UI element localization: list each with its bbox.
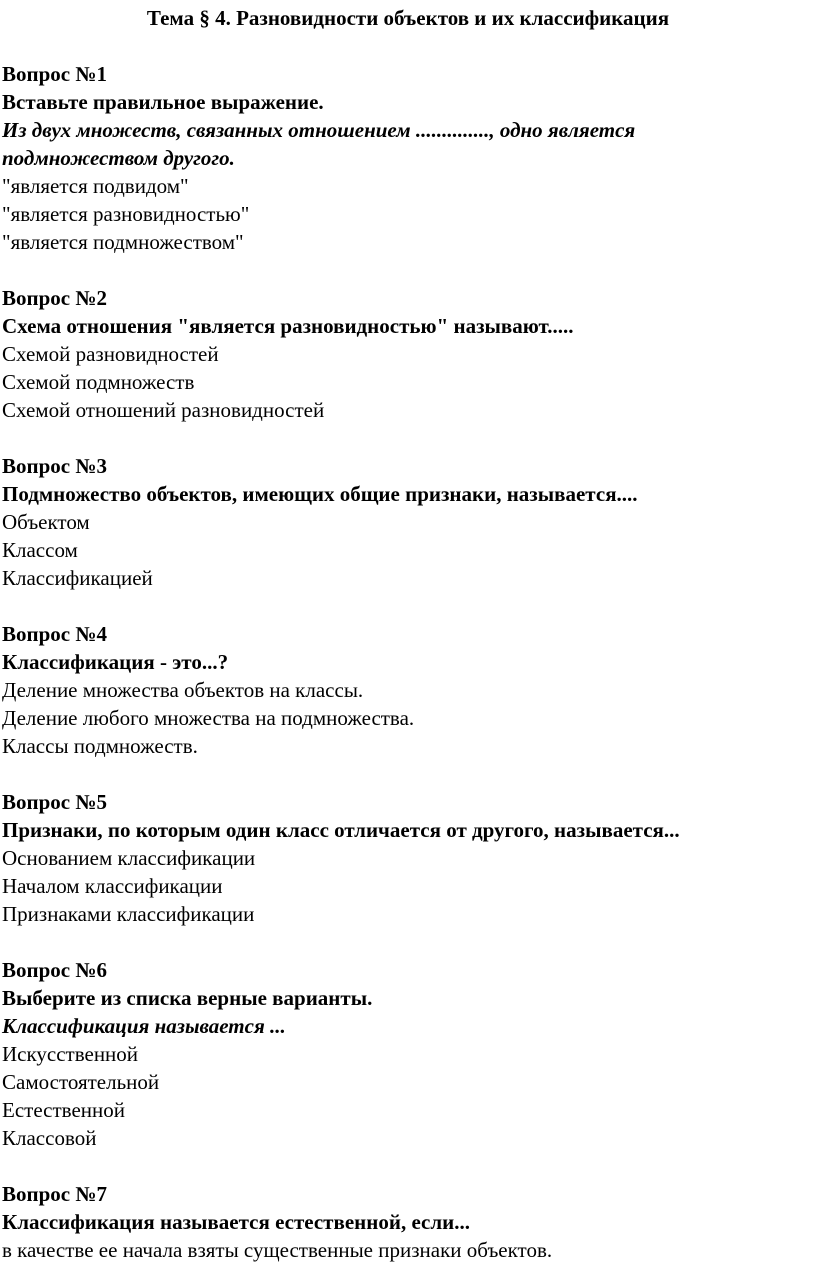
question-7-prompt: Классификация называется естественной, если... xyxy=(2,1210,470,1234)
question-4-option-1: Деление множества объектов на классы. xyxy=(2,678,364,702)
question-1-prompt: Вставьте правильное выражение. xyxy=(2,90,324,114)
question-6-heading: Вопрос №6 xyxy=(2,958,107,982)
question-3-prompt: Подмножество объектов, имеющих общие признаки, называется.... xyxy=(2,482,638,506)
question-2-heading: Вопрос №2 xyxy=(2,286,107,310)
question-5-prompt: Признаки, по которым один класс отличается от другого, называется... xyxy=(2,818,680,842)
question-2-option-2: Схемой подмножеств xyxy=(2,370,195,394)
question-3-option-1: Объектом xyxy=(2,510,90,534)
question-6-statement: Классификация называется ... xyxy=(2,1014,286,1038)
question-6-option-4: Классовой xyxy=(2,1126,97,1150)
question-2-option-1: Схемой разновидностей xyxy=(2,342,219,366)
question-2-option-3: Схемой отношений разновидностей xyxy=(2,398,325,422)
question-6-option-2: Самостоятельной xyxy=(2,1070,160,1094)
question-1-option-2: "является разновидностью" xyxy=(2,202,250,226)
question-4-prompt: Классификация - это...? xyxy=(2,650,229,674)
question-5-option-3: Признаками классификации xyxy=(2,902,255,926)
question-2-prompt: Схема отношения "является разновидностью" называют..... xyxy=(2,314,574,338)
question-5-option-1: Основанием классификации xyxy=(2,846,256,870)
question-3-option-2: Классом xyxy=(2,538,78,562)
question-1-statement-line-1: Из двух множеств, связанных отношением .............., одно является xyxy=(2,118,636,142)
question-6-option-1: Искусственной xyxy=(2,1042,139,1066)
question-1-statement-line-2: подмножеством другого. xyxy=(2,146,235,170)
question-6-prompt: Выберите из списка верные варианты. xyxy=(2,986,373,1010)
question-5-option-2: Началом классификации xyxy=(2,874,223,898)
question-4-option-3: Классы подмножеств. xyxy=(2,734,198,758)
page-title: Тема § 4. Разновидности объектов и их классификация xyxy=(146,6,670,30)
question-7-option-1: в качестве ее начала взяты существенные признаки объектов. xyxy=(2,1238,553,1262)
question-1-option-3: "является подмножеством" xyxy=(2,230,244,254)
question-3-heading: Вопрос №3 xyxy=(2,454,107,478)
question-7-heading: Вопрос №7 xyxy=(2,1182,107,1206)
question-1-heading: Вопрос №1 xyxy=(2,62,107,86)
question-3-option-3: Классификацией xyxy=(2,566,153,590)
question-6-option-3: Естественной xyxy=(2,1098,125,1122)
question-4-option-2: Деление любого множества на подмножества. xyxy=(2,706,415,730)
question-1-option-1: "является подвидом" xyxy=(2,174,189,198)
question-5-heading: Вопрос №5 xyxy=(2,790,107,814)
question-4-heading: Вопрос №4 xyxy=(2,622,107,646)
